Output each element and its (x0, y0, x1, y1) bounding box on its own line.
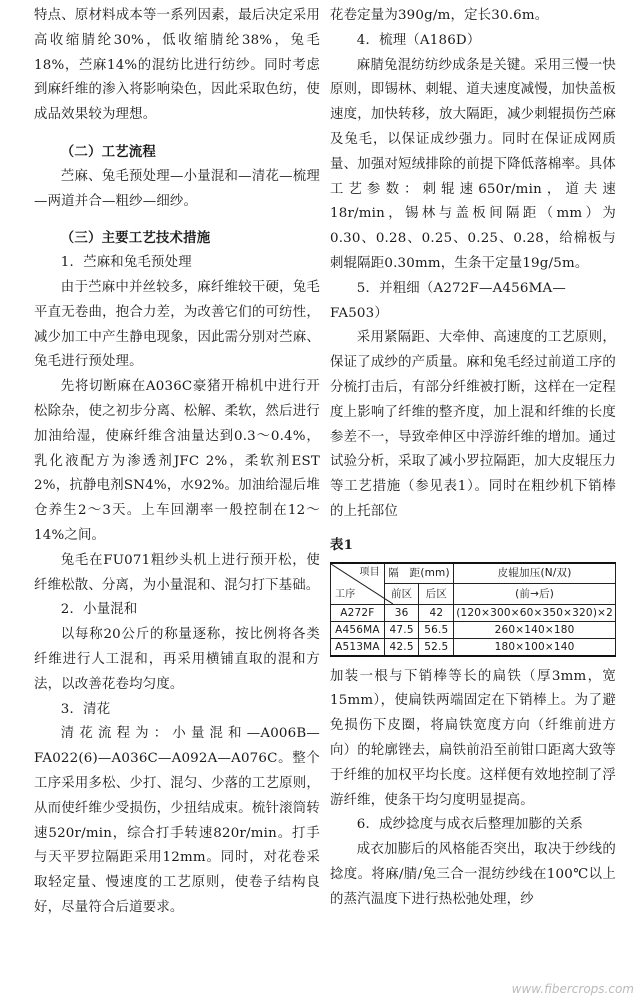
header-pressure-sub: (前→后) (454, 584, 616, 604)
header-front-zone: 前区 (384, 584, 419, 604)
cell-pressure: 180×100×140 (454, 638, 616, 656)
paragraph-lap-weight: 花卷定量为390g/m，定长30.6m。 (330, 8, 549, 23)
table-row (331, 621, 616, 638)
table-row (331, 638, 616, 656)
heading-process-flow: （二）工艺流程 (60, 143, 156, 160)
subheading-blowing: 3．清花 (60, 701, 111, 717)
cell-process: A456MA (331, 621, 385, 638)
table-corner-cell (331, 563, 385, 605)
paragraph-blend-ratio: 特点、原材料成本等一系列因素，最后决定采用高收缩腈纶30%，低收缩腈纶38%，兔毛18%，苎麻14%的混纺比进行纺纱。同时考虑到麻纤维的渗入将影响染色，因此采取色纺，使成品效果较为理想。 (34, 8, 320, 123)
paragraph-twist: 成衣加膨后的风格能否突出，取决于纱线的捻度。将麻/腈/兔三合一混纺纱线在100℃以上的蒸汽温度下进行热松弛处理，纱 (330, 842, 616, 907)
paragraph-carding: 麻腈兔混纺纺纱成条是关键。采用三慢一快原则，即锡林、刺辊、道夫速度减慢，加快盖板速度，加快转移，放大隔距，减少刺辊损伤苎麻及兔毛，以保证成纱强力。同时在保证成网质量、加强对短绒排除的前提下降低落棉率。具体工艺参数：刺辊速650r/min，道夫速18r/min，锡林与盖板间隔距（mm）为0.30、0.28、0.25、0.25、0.28，给棉板与刺辊隔距0.30mm，生条干定量19g/5m。 (330, 57, 616, 271)
cell-process: A513MA (331, 638, 385, 656)
subheading-small-mixing: 2．小量混和 (60, 602, 138, 618)
table-row (331, 604, 616, 621)
subheading-carding: 4．梳理（A186D） (356, 32, 481, 48)
process-table (330, 562, 616, 657)
cell-pressure: (120×300×60×350×320)×2 (454, 604, 616, 621)
header-pressure: 皮辊加压(N/双) (454, 563, 616, 584)
cell-front: 42.5 (384, 638, 419, 656)
paragraph-drawing-roving: 采用紧隔距、大牵伸、高速度的工艺原则，保证了成纱的产质量。麻和兔毛经过前道工序的分梳打击后，有部分纤维被打断，这样在一定程度上影响了纤维的整齐度，加上混和纤维的长度参差不一，导致牵伸区中浮游纤维的增加。通过试验分析，采取了减小罗拉隔距，加大皮辊压力等工艺措施（参见表1）。同时在粗纱机下销棒的上托部位 (330, 330, 616, 519)
left-column (34, 4, 320, 921)
right-column (330, 4, 616, 913)
cell-back: 56.5 (419, 621, 454, 638)
cell-back: 52.5 (419, 638, 454, 656)
cell-back: 42 (419, 604, 454, 621)
cell-front: 36 (384, 604, 419, 621)
paragraph-ramie-opening: 先将切断麻在A036C豪猪开棉机中进行开松除杂，使之初步分离、松解、柔软，然后进行加油给湿，使麻纤维含油量达到0.3～0.4%，乳化液配方为渗透剂JFC 2%，柔软剂EST 2%，抗静电剂SN4%，水92%。加油给湿后堆仓养生2～3天。上车回潮率一般控制在12～14%之间。 (34, 379, 320, 543)
corner-item-label: 项目 (359, 566, 380, 578)
cell-front: 47.5 (384, 621, 419, 638)
subheading-drawing-roving: 5．并粗细（A272F—A456MA—FA503） (330, 280, 566, 321)
paragraph-flat-iron: 加装一根与下销棒等长的扁铁（厚3mm，宽15mm），使扁铁两端固定在下销棒上。为了避免损伤下皮圈，将扁铁宽度方向（纤维前进方向）的轮廓锉去，扁铁前沿至前钳口距离大致等于纤维的加权平均长度。这样便有效地控制了浮游纤维，使条干均匀度明显提高。 (330, 668, 616, 808)
header-back-zone: 后区 (419, 584, 454, 604)
paragraph-rabbit-opening: 兔毛在FU071粗纱头机上进行预开松，使纤维松散、分离，为小量混和、混匀打下基础。 (34, 552, 320, 593)
paragraph-blowing: 清花流程为：小量混和—A006B—FA022(6)—A036C—A092A—A076C。整个工序采用多松、少打、混匀、少落的工艺原则，从而使纤维少受损伤，少扭结成束。梳针滚筒转速520r/min，综合打手转速820r/min。打手与天平罗拉隔距采用12mm。同时，对花卷采取轻定量、慢速度的工艺原则，使卷子结构良好，尽量符合后道要求。 (34, 726, 320, 915)
paragraph-small-mixing: 以每称20公斤的称量逐称，按比例将各类纤维进行人工混和，再采用横铺直取的混和方法，以改善花卷均匀度。 (34, 627, 320, 692)
cell-pressure: 260×140×180 (454, 621, 616, 638)
subheading-twist: 6．成纱捻度与成衣后整理加膨的关系 (356, 817, 583, 833)
paragraph-process-flow: 苎麻、兔毛预处理—小量混和—清花—梳理—两道并合—粗纱—细纱。 (34, 168, 320, 209)
corner-process-label: 工序 (335, 588, 356, 600)
paragraph-pretreatment: 由于苎麻中并丝较多，麻纤维较干硬，兔毛平直无卷曲，抱合力差，为改善它们的可纺性，减少加工中产生静电现象，因此需分别对苎麻、兔毛进行预处理。 (34, 279, 320, 370)
cell-process: A272F (331, 604, 385, 621)
watermark: www.fibercrops.com (511, 982, 634, 996)
heading-key-measures: （三）主要工艺技术措施 (60, 230, 211, 247)
table-caption: 表1 (330, 536, 354, 553)
subheading-pretreatment: 1．苎麻和兔毛预处理 (60, 255, 192, 271)
header-gauge: 隔 距(mm) (384, 563, 453, 584)
